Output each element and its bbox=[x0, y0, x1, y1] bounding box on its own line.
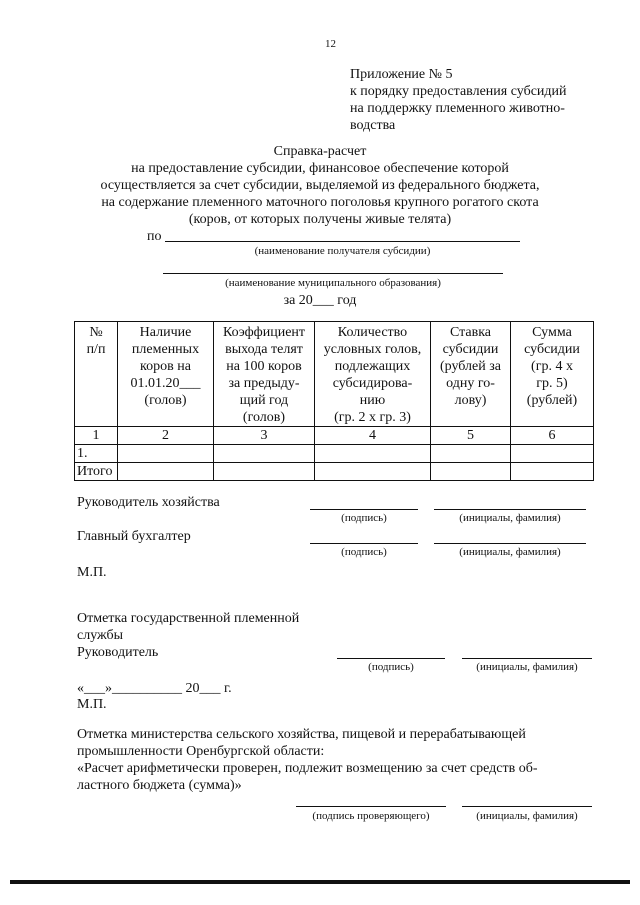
initials-caption: (инициалы, фамилия) bbox=[476, 661, 578, 673]
appendix-line: водства bbox=[350, 118, 396, 133]
header-text: (голов) bbox=[242, 410, 286, 425]
column-number: 5 bbox=[431, 427, 511, 445]
ministry-line: промышленности Оренбургской области: bbox=[77, 744, 325, 759]
year-line: за 20___ год bbox=[283, 293, 357, 308]
heading-line: осуществляется за счет субсидии, выделяемой из федерального бюджета, bbox=[100, 178, 540, 193]
column-number: 2 bbox=[118, 427, 214, 445]
header-text: выхода телят bbox=[225, 342, 303, 357]
initials-caption: (инициалы, фамилия) bbox=[459, 546, 561, 558]
header-cell-amount bbox=[511, 322, 594, 427]
header-cell-cows bbox=[118, 322, 214, 427]
column-number: 6 bbox=[511, 427, 594, 445]
column-number: 1 bbox=[75, 427, 118, 445]
header-text: гр. 5) bbox=[536, 376, 568, 391]
initials-caption: (инициалы, фамилия) bbox=[476, 810, 578, 822]
signature-caption: (подпись) bbox=[368, 661, 414, 673]
recipient-caption: (наименование получателя субсидии) bbox=[254, 245, 431, 257]
ministry-line: Отметка министерства сельского хозяйства, пищевой и перерабатывающей bbox=[77, 727, 526, 742]
header-text: субсидирова- bbox=[332, 376, 413, 391]
header-text: подлежащих bbox=[334, 359, 411, 374]
header-cell-coefficient bbox=[214, 322, 315, 427]
column-number-row bbox=[75, 427, 594, 445]
table-cell bbox=[214, 445, 315, 463]
table-cell bbox=[315, 463, 431, 481]
bottom-rule bbox=[10, 880, 630, 884]
initials-caption: (инициалы, фамилия) bbox=[459, 512, 561, 524]
signature-line bbox=[337, 658, 445, 659]
ministry-line: ластного бюджета (сумма)» bbox=[77, 778, 242, 793]
header-text: Наличие bbox=[139, 325, 192, 340]
initials-line bbox=[434, 509, 586, 510]
header-text: (гр. 2 х гр. 3) bbox=[334, 410, 411, 425]
header-text: Ставка bbox=[449, 325, 492, 340]
signature-line bbox=[310, 543, 418, 544]
header-text: одну го- bbox=[446, 376, 495, 391]
table-header-row bbox=[75, 322, 594, 427]
date-line: «___»__________ 20___ г. bbox=[77, 681, 232, 696]
municipality-field-line bbox=[163, 273, 503, 274]
header-text: щий год bbox=[239, 393, 289, 408]
table-cell bbox=[315, 445, 431, 463]
header-text: (голов) bbox=[144, 393, 187, 408]
header-text: Сумма bbox=[532, 325, 572, 340]
header-cell-rate bbox=[431, 322, 511, 427]
column-number: 4 bbox=[315, 427, 431, 445]
header-text: на 100 коров bbox=[226, 359, 302, 374]
initials-line bbox=[434, 543, 586, 544]
header-text: племенных bbox=[131, 342, 200, 357]
initials-line bbox=[462, 806, 592, 807]
appendix-line: на поддержку племенного животно- bbox=[350, 101, 565, 116]
header-text: (гр. 4 х bbox=[531, 359, 573, 374]
table-cell: 1. bbox=[75, 445, 118, 463]
head-label: Руководитель хозяйства bbox=[77, 495, 220, 510]
total-row bbox=[75, 463, 594, 481]
heading-line: (коров, от которых получены живые телята) bbox=[188, 212, 452, 227]
recipient-field-line bbox=[165, 241, 520, 242]
header-text: за предыду- bbox=[228, 376, 300, 391]
breeding-service-line: службы bbox=[77, 628, 124, 643]
table-cell bbox=[511, 463, 594, 481]
header-cell-conditional-heads bbox=[315, 322, 431, 427]
checker-caption: (подпись проверяющего) bbox=[312, 810, 430, 822]
header-text: (рублей за bbox=[439, 359, 501, 374]
appendix-line: к порядку предоставления субсидий bbox=[350, 84, 567, 99]
header-text: условных голов, bbox=[323, 342, 422, 357]
header-text: № bbox=[89, 325, 103, 340]
table-cell bbox=[214, 463, 315, 481]
header-text: Количество bbox=[337, 325, 408, 340]
appendix-title: Приложение № 5 bbox=[350, 67, 453, 82]
header-text: коров на bbox=[140, 359, 191, 374]
table-cell: Итого bbox=[75, 463, 118, 481]
signature-caption: (подпись) bbox=[341, 512, 387, 524]
table-cell bbox=[118, 445, 214, 463]
table-cell bbox=[431, 445, 511, 463]
heading-line: на содержание племенного маточного поголовья крупного рогатого скота bbox=[101, 195, 539, 210]
initials-line bbox=[462, 658, 592, 659]
header-text: субсидии bbox=[524, 342, 580, 357]
header-text: лову) bbox=[454, 393, 487, 408]
header-text: (рублей) bbox=[526, 393, 578, 408]
stamp-mark: М.П. bbox=[77, 697, 107, 712]
ministry-line: «Расчет арифметически проверен, подлежит возмещению за счет средств об- bbox=[77, 761, 538, 776]
document-title: Справка-расчет bbox=[273, 144, 367, 159]
column-number: 3 bbox=[214, 427, 315, 445]
header-text: п/п bbox=[86, 342, 106, 357]
subsidy-table bbox=[74, 321, 594, 481]
municipality-caption: (наименование муниципального образования) bbox=[225, 277, 441, 289]
header-text: субсидии bbox=[442, 342, 499, 357]
header-text: нию bbox=[359, 393, 386, 408]
checker-signature-line bbox=[296, 806, 446, 807]
header-text: Коэффициент bbox=[222, 325, 306, 340]
table-cell bbox=[511, 445, 594, 463]
breeding-service-line: Отметка государственной племенной bbox=[77, 611, 300, 626]
signature-line bbox=[310, 509, 418, 510]
table-cell bbox=[431, 463, 511, 481]
recipient-prefix: по bbox=[147, 229, 162, 244]
accountant-label: Главный бухгалтер bbox=[77, 529, 191, 544]
header-text: 01.01.20___ bbox=[130, 376, 201, 391]
table-cell bbox=[118, 463, 214, 481]
table-row bbox=[75, 445, 594, 463]
page-number: 12 bbox=[325, 38, 336, 50]
heading-line: на предоставление субсидии, финансовое обеспечение которой bbox=[131, 161, 509, 176]
breeding-head-label: Руководитель bbox=[77, 645, 159, 660]
header-cell-number bbox=[75, 322, 118, 427]
stamp-mark: М.П. bbox=[77, 565, 107, 580]
signature-caption: (подпись) bbox=[341, 546, 387, 558]
